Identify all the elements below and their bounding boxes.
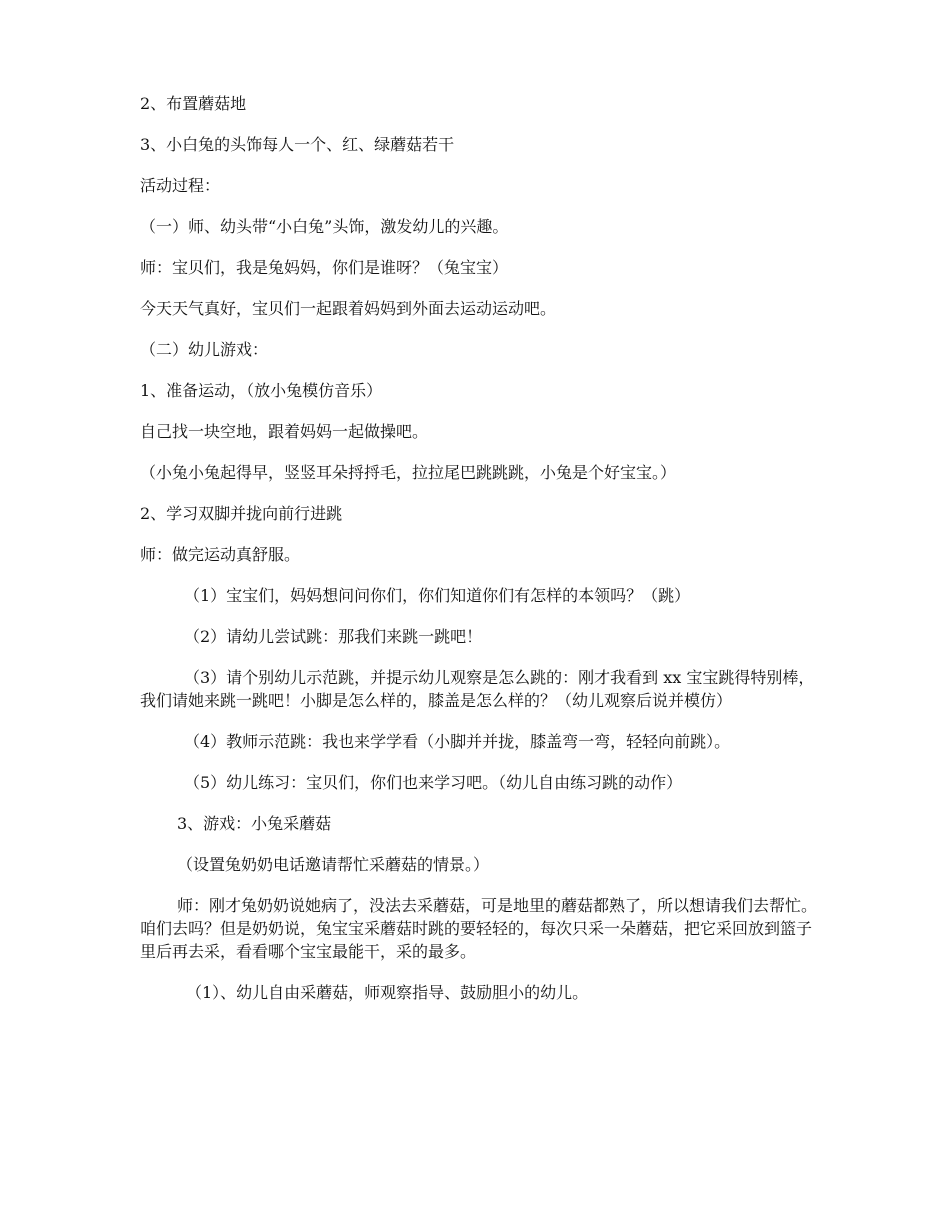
- paragraph-step-1: （1）宝宝们，妈妈想问问你们，你们知道你们有怎样的本领吗？（跳）: [184, 586, 691, 605]
- paragraph-materials-2: 2、布置蘑菇地: [140, 94, 247, 113]
- document-body: [140, 92, 820, 1022]
- paragraph-process-heading: 活动过程：: [140, 176, 221, 195]
- paragraph-jump-heading: 2、学习双脚并拢向前行进跳: [140, 504, 343, 523]
- paragraph-rhyme: （小兔小兔起得早，竖竖耳朵捋捋毛，拉拉尾巴跳跳跳，小兔是个好宝宝。）: [140, 463, 677, 482]
- paragraph-section-one: （一）师、幼头带“小白兔”头饰，激发幼儿的兴趣。: [140, 217, 509, 236]
- paragraph-teacher-greeting: 师：宝贝们，我是兔妈妈，你们是谁呀？（兔宝宝）: [140, 258, 509, 277]
- paragraph-weather: 今天天气真好，宝贝们一起跟着妈妈到外面去运动运动吧。: [140, 299, 557, 318]
- paragraph-game-instructions: 师：刚才兔奶奶说她病了，没法去采蘑菇，可是地里的蘑菇都熟了，所以想请我们去帮忙。咱们去吗？但是奶奶说，兔宝宝采蘑菇时跳的要轻轻的，每次只采一朵蘑菇，把它采回放到篮子里后再去采，看看哪个宝宝最能干，采的最多。: [140, 896, 818, 961]
- paragraph-section-two: （二）幼儿游戏：: [140, 340, 269, 359]
- paragraph-step-2: （2）请幼儿尝试跳：那我们来跳一跳吧！: [184, 627, 483, 646]
- paragraph-step-4: （4）教师示范跳：我也来学学看（小脚并并拢，膝盖弯一弯，轻轻向前跳）。: [184, 732, 731, 751]
- paragraph-teacher-comfort: 师：做完运动真舒服。: [140, 545, 301, 564]
- paragraph-step-3: （3）请个别幼儿示范跳，并提示幼儿观察是怎么跳的：刚才我看到 xx 宝宝跳得特别棒，我们请她来跳一跳吧！小脚是怎么样的，膝盖是怎么样的？（幼儿观察后说并模仿）: [140, 668, 815, 710]
- paragraph-find-space: 自己找一块空地，跟着妈妈一起做操吧。: [140, 422, 429, 441]
- paragraph-game-heading: 3、游戏：小兔采蘑菇: [177, 814, 332, 833]
- paragraph-step-5: （5）幼儿练习：宝贝们，你们也来学习吧。（幼儿自由练习跳的动作）: [184, 773, 683, 792]
- paragraph-materials-3: 3、小白兔的头饰每人一个、红、绿蘑菇若干: [140, 135, 455, 154]
- paragraph-warmup: 1、准备运动，（放小兔模仿音乐）: [140, 381, 383, 400]
- paragraph-game-scene: （设置兔奶奶电话邀请帮忙采蘑菇的情景。）: [177, 855, 490, 874]
- paragraph-game-step-1: （1）、幼儿自由采蘑菇，师观察指导、鼓励胆小的幼儿。: [186, 983, 589, 1002]
